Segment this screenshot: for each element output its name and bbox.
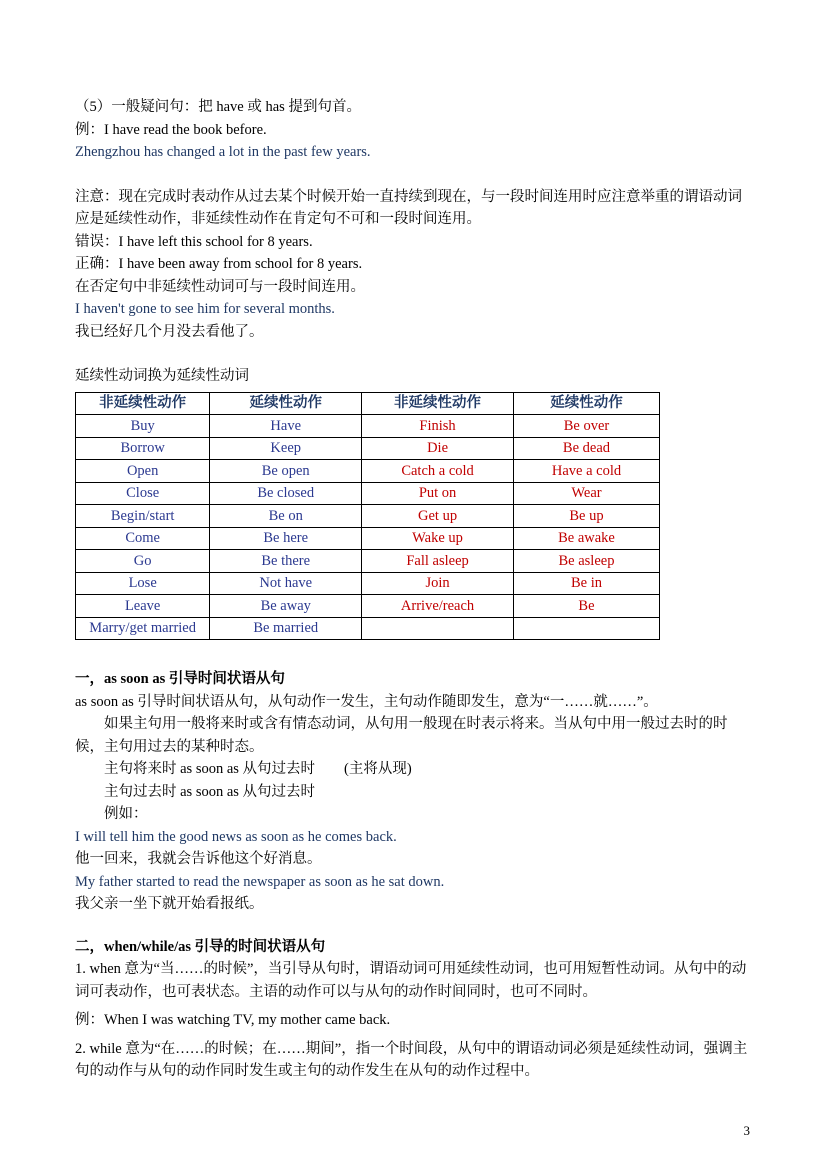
verb-conversion-table (75, 392, 660, 641)
table-cell: Die (362, 437, 514, 460)
table-cell (362, 617, 514, 640)
table-cell: Be asleep (513, 550, 659, 573)
table-row (76, 437, 660, 460)
table-cell: Begin/start (76, 505, 210, 528)
table-cell: Be closed (210, 482, 362, 505)
example-sentence: I haven't gone to see him for several months. (75, 301, 335, 317)
table-cell: Lose (76, 572, 210, 595)
table-cell: Be (513, 595, 659, 618)
table-cell: Go (76, 550, 210, 573)
table-header-cell: 非延续性动作 (76, 392, 210, 415)
table-cell: Be married (210, 617, 362, 640)
table-header-cell: 延续性动作 (513, 392, 659, 415)
para-as-soon-as-rule: as soon as 引导时间状语从句，从句动作一发生，主句动作随即发生，意为“一……就……”。 (75, 693, 658, 710)
table-cell: Be on (210, 505, 362, 528)
example-translation: 我已经好几个月没去看他了。 (75, 323, 264, 340)
table-row (76, 482, 660, 505)
para-tense-pattern-past: 主句过去时 as soon as 从句过去时 (104, 783, 316, 800)
example-sentence: Zhengzhou has changed a lot in the past few years. (75, 144, 371, 160)
table-cell: Borrow (76, 437, 210, 460)
example-sentence: 例：When I was watching TV, my mother came back. (75, 1012, 391, 1028)
example-sentence: My father started to read the newspaper as soon as he sat down. (75, 873, 445, 890)
para-when-rule: 1. when 意为“当……的时候”，当引导从句时，谓语动词可用延续性动词，也可用短暂性动词。从句中的动词可表动作，也可表状态。主语的动作可以与从句的动作时间同时，也可不同时。 (75, 961, 747, 1000)
table-cell: Catch a cold (362, 460, 514, 483)
table-header-row (76, 392, 660, 415)
table-cell: Be here (210, 527, 362, 550)
heading-as-soon-as: 一，as soon as 引导时间状语从句 (75, 671, 285, 687)
table-cell: Fall asleep (362, 550, 514, 573)
table-cell: Open (76, 460, 210, 483)
table-cell: Be over (513, 415, 659, 438)
example-sentence: 例：I have read the book before. (75, 121, 267, 138)
table-cell: Put on (362, 482, 514, 505)
table-header-cell: 非延续性动作 (362, 392, 514, 415)
table-cell: Keep (210, 437, 362, 460)
table-cell: Have (210, 415, 362, 438)
table-row (76, 595, 660, 618)
table-cell: Be dead (513, 437, 659, 460)
para-wrong-example: 错误：I have left this school for 8 years. (75, 233, 313, 250)
table-cell: Leave (76, 595, 210, 618)
table-cell: Close (76, 482, 210, 505)
table-cell: Be there (210, 550, 362, 573)
table-row (76, 415, 660, 438)
table-cell: Marry/get married (76, 617, 210, 640)
table-cell: Arrive/reach (362, 595, 514, 618)
table-cell: Be open (210, 460, 362, 483)
table-cell: Wear (513, 482, 659, 505)
para-general-question-rule: （5）一般疑问句：把 have 或 has 提到句首。 (75, 99, 361, 115)
table-cell: Finish (362, 415, 514, 438)
table-row (76, 617, 660, 640)
page-number: 3 (743, 1123, 750, 1138)
example-translation: 我父亲一坐下就开始看报纸。 (75, 896, 264, 912)
example-translation: 他一回来，我就会告诉他这个好消息。 (75, 851, 322, 867)
table-cell: Be awake (513, 527, 659, 550)
para-negative-rule: 在否定句中非延续性动词可与一段时间连用。 (75, 278, 365, 295)
table-row (76, 505, 660, 528)
table-cell: Be away (210, 595, 362, 618)
para-while-rule: 2. while 意为“在……的时候；在……期间”，指一个时间段，从句中的谓语动词必须是延续性动词，强调主句的动作与从句的动作同时发生或主句的动作发生在从句的动作过程中。 (75, 1040, 748, 1079)
table-caption: 延续性动词换为延续性动词 (75, 368, 249, 384)
table-cell: Have a cold (513, 460, 659, 483)
heading-when-while-as: 二，when/while/as 引导的时间状语从句 (75, 938, 326, 955)
table-cell: Buy (76, 415, 210, 438)
example-sentence: I will tell him the good news as soon as he comes back. (75, 828, 397, 845)
table-row (76, 572, 660, 595)
table-row (76, 460, 660, 483)
table-row (76, 527, 660, 550)
table-cell: Wake up (362, 527, 514, 550)
para-example-label: 例如： (104, 806, 148, 822)
table-header-cell: 延续性动作 (210, 392, 362, 415)
para-as-soon-as-tense-rule: 如果主句用一般将来时或含有情态动词，从句用一般现在时表示将来。当从句中用一般过去时的时候，主句用过去的某种时态。 (75, 716, 728, 755)
para-tense-pattern-future: 主句将来时 as soon as 从句过去时 (主将从现) (104, 761, 412, 777)
table-cell (513, 617, 659, 640)
table-cell: Be up (513, 505, 659, 528)
table-row (76, 550, 660, 573)
table-cell: Not have (210, 572, 362, 595)
para-note-present-perfect: 注意：现在完成时表动作从过去某个时候开始一直持续到现在，与一段时间连用时应注意举重的谓语动词应是延续性动作，非延续性动作在肯定句不可和一段时间连用。 (75, 188, 742, 227)
table-cell: Join (362, 572, 514, 595)
table-cell: Come (76, 527, 210, 550)
para-correct-example: 正确：I have been away from school for 8 years. (75, 256, 363, 272)
table-cell: Get up (362, 505, 514, 528)
table-cell: Be in (513, 572, 659, 595)
verb-table-body (76, 415, 660, 640)
